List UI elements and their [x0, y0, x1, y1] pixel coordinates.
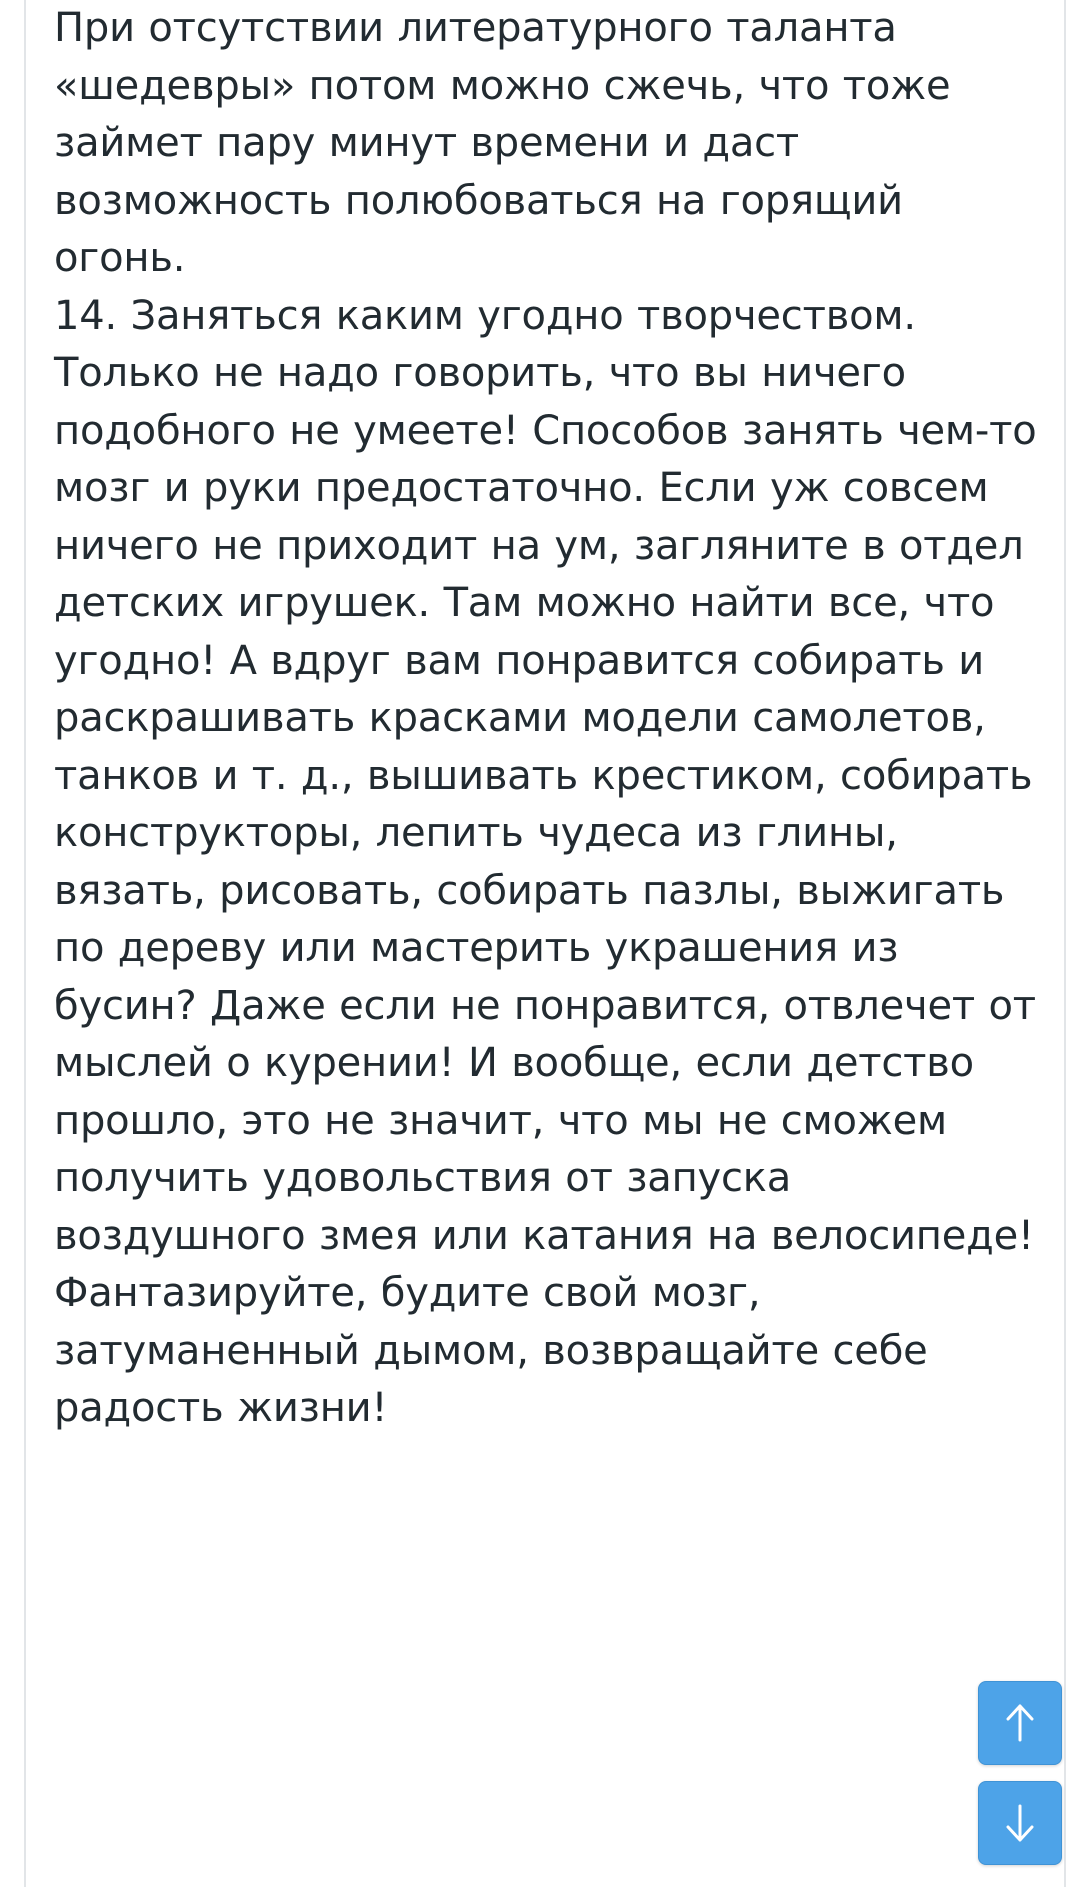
scroll-up-button[interactable]: [978, 1681, 1062, 1765]
paragraph-item-14-creativity: 14. Заняться каким угодно творчеством. Только не надо говорить, что вы ничего подобного не умеете! Способов занять чем-то мозг и руки предостаточно. Если уж совсем ничего не приходит на ум, загляните в отдел детских игрушек. Там можно найти все, что угодно! А вдруг вам понравится собирать и раскрашивать красками модели самолетов, танков и т. д., вышивать крестиком, собирать конструкторы, лепить чудеса из глины, вязать, рисовать, собирать пазлы, выжигать по дереву или мастерить украшения из бусин? Даже если не понравится, отвлечет от мыслей о курении! И вообще, если детство прошло, это не значит, что мы не сможем получить удовольствия от запуска воздушного змея или катания на велосипеде! Фантазируйте, будите свой мозг, затуманенный дымом, возвращайте себе радость жизни!: [54, 292, 1037, 1431]
paragraph-literary-talent: При отсутствии литературного таланта «шедевры» потом можно сжечь, что тоже займет пару минут времени и даст возможность полюбоваться на горящий огонь.: [54, 5, 951, 281]
arrow-down-icon: [1000, 1801, 1040, 1845]
scroll-down-button[interactable]: [978, 1781, 1062, 1865]
page-left-border: [0, 0, 26, 1887]
article-body: [28, 0, 1062, 1887]
page-right-border: [1064, 0, 1080, 1887]
arrow-up-icon: [1000, 1701, 1040, 1745]
